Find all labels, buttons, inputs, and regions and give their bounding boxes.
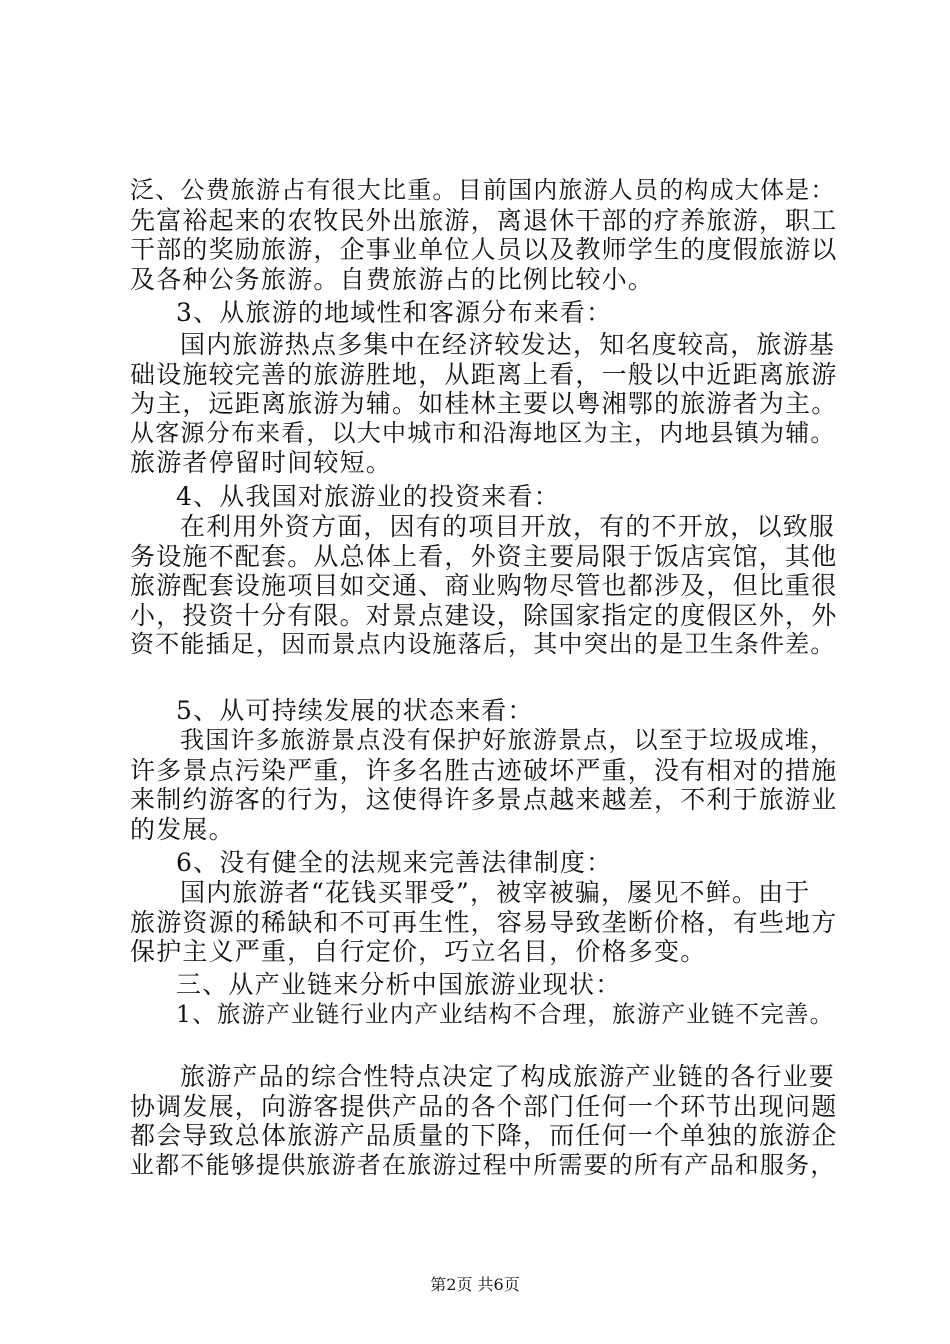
paragraph-6 [130, 878, 840, 967]
section-heading: 4、从我国对旅游业的投资来看： [176, 482, 560, 511]
heading-section-3 [130, 970, 840, 1000]
text-line: 旅游者停留时间较短。 [130, 448, 393, 478]
text-line: 础设施较完善的旅游胜地，从距离上看，一般以中近距离旅游 [130, 359, 838, 389]
text-line: 干部的奖励旅游，企事业单位人员以及教师学生的度假旅游以 [130, 235, 838, 265]
paragraph-3 [130, 330, 840, 478]
page-number: 第2页 共6页 [430, 1275, 520, 1294]
text-line: 旅游资源的稀缺和不可再生性，容易导致垄断价格，有些地方 [130, 907, 838, 937]
text-line: 国内旅游热点多集中在经济较发达，知名度较高，旅游基 [180, 330, 836, 359]
section-heading: 三、从产业链来分析中国旅游业现状： [176, 970, 622, 999]
section-heading: 6、没有健全的法规来完善法律制度： [176, 848, 613, 877]
text-line: 我国许多旅游景点没有保护好旅游景点，以至于垃圾成堆， [180, 726, 836, 754]
text-line: 旅游产品的综合性特点决定了构成旅游产业链的各行业要 [180, 1062, 836, 1091]
section-heading: 5、从可持续发展的状态来看： [176, 696, 534, 725]
text-line: 的发展。 [130, 814, 235, 844]
page-footer [0, 1272, 950, 1295]
text-line: 旅游配套设施项目如交通、商业购物尽管也都涉及，但比重很 [130, 571, 838, 601]
section-heading: 1、旅游产业链行业内产业结构不合理，旅游产业链不完善。 [176, 1000, 835, 1028]
heading-4 [130, 482, 840, 512]
text-line: 小，投资十分有限。对景点建设，除国家指定的度假区外，外 [130, 600, 838, 630]
text-line: 协调发展，向游客提供产品的各个部门任何一个环节出现问题 [130, 1091, 838, 1121]
paragraph-5 [130, 726, 840, 844]
text-line: 务设施不配套。从总体上看，外资主要局限于饭店宾馆，其他 [130, 541, 838, 571]
text-line: 从客源分布来看，以大中城市和沿海地区为主，内地县镇为辅。 [130, 418, 836, 447]
text-line: 业都不能够提供旅游者在旅游过程中所需要的所有产品和服务， [130, 1150, 836, 1179]
text-line: 保护主义严重，自行定价，巧立名目，价格多变。 [130, 937, 707, 967]
text-line: 许多景点污染严重，许多名胜古迹破坏严重，没有相对的措施 [130, 755, 838, 785]
text-line: 泛、公费旅游占有很大比重。目前国内旅游人员的构成大体是： [130, 176, 836, 204]
paragraph-7 [130, 1062, 840, 1180]
text-line: 国内旅游者“花钱买罪受”，被宰被骗，屡见不鲜。由于 [180, 878, 811, 907]
text-line: 资不能插足，因而景点内设施落后，其中突出的是卫生条件差。 [130, 630, 836, 659]
heading-section-3-1 [130, 1000, 840, 1030]
section-heading: 3、从旅游的地域性和客源分布来看： [176, 298, 613, 327]
text-line: 来制约游客的行为，这使得许多景点越来越差，不利于旅游业 [130, 785, 838, 815]
text-line: 都会导致总体旅游产品质量的下降，而任何一个单独的旅游企 [130, 1121, 838, 1151]
text-line: 在利用外资方面，因有的项目开放，有的不开放，以致服 [180, 512, 836, 541]
text-line: 为主，远距离旅游为辅。如桂林主要以粤湘鄂的旅游者为主。 [130, 389, 838, 419]
heading-3 [130, 298, 840, 328]
paragraph-4 [130, 512, 840, 660]
text-line: 及各种公务旅游。自费旅游占的比例比较小。 [130, 264, 655, 294]
text-line: 先富裕起来的农牧民外出旅游，离退休干部的疗养旅游，职工 [130, 205, 838, 235]
heading-6 [130, 848, 840, 878]
paragraph-1 [130, 176, 840, 294]
heading-5 [130, 696, 840, 726]
